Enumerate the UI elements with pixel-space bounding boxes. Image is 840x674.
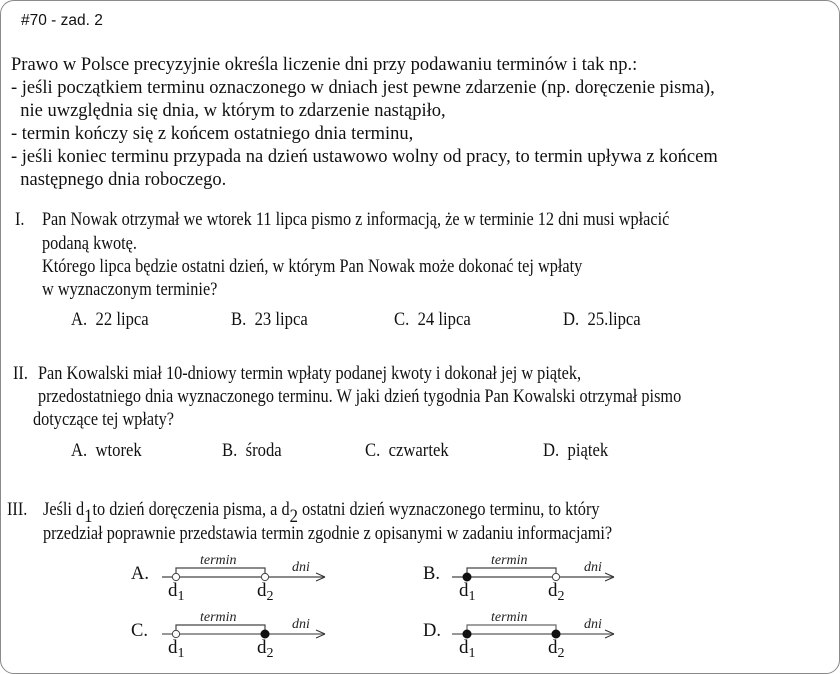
q3-option-d-letter[interactable]: D. — [423, 621, 441, 641]
q1-option-b[interactable]: B. 23 lipca — [231, 310, 308, 330]
question-1-line: podaną kwotę. — [42, 234, 137, 254]
question-3-number: III. — [7, 500, 28, 520]
axis-label: dni — [292, 560, 310, 575]
intro-line: następnego dnia roboczego. — [11, 170, 227, 190]
end-point-label: $d_2$ — [548, 637, 565, 661]
axis-label: dni — [292, 617, 310, 632]
question-1-number: I. — [15, 210, 25, 230]
start-point-label: $d_1$ — [168, 580, 185, 604]
task-title: #70 - zad. 2 — [21, 12, 103, 29]
question-3-line: przedział poprawnie przedstawia termin zgodnie z opisanymi w zadaniu informacjami? — [43, 524, 613, 544]
q2-option-a[interactable]: A. wtorek — [71, 441, 142, 461]
q3-option-c-letter[interactable]: C. — [131, 621, 148, 641]
question-1-line: Pan Nowak otrzymał we wtorek 11 lipca pismo z informacją, że w terminie 12 dni musi wpłacić — [42, 210, 670, 230]
q3-option-a-letter[interactable]: A. — [131, 564, 149, 584]
question-1-line: Którego lipca będzie ostatni dzień, w którym Pan Nowak może dokonać tej wpłaty — [42, 257, 583, 277]
question-2-line: Pan Kowalski miał 10-dniowy termin wpłaty podanej kwoty i dokonał jej w piątek, — [38, 364, 582, 384]
end-point-label: $d_2$ — [257, 580, 274, 604]
start-point-label: $d_1$ — [459, 637, 476, 661]
q2-option-b[interactable]: B. środa — [222, 441, 282, 461]
intro-line: - jeśli początkiem terminu oznaczonego w dniach jest pewne zdarzenie (np. doręczenie pisma), — [11, 78, 715, 98]
axis-label: dni — [584, 560, 602, 575]
q2-option-c[interactable]: C. czwartek — [365, 441, 449, 461]
interval-label: termin — [200, 610, 237, 625]
question-2-number: II. — [13, 364, 28, 384]
question-3-line: Jeśli $d_1to$ dzień doręczenia pisma, a $d_2$ ostatni dzień wyznaczonego terminu, to który — [43, 500, 600, 527]
intro-line: - termin kończy się z końcem ostatniego dnia terminu, — [11, 124, 414, 144]
q2-option-d[interactable]: D. piątek — [543, 441, 609, 461]
q1-option-c[interactable]: C. 24 lipca — [394, 310, 471, 330]
interval-label: termin — [200, 553, 237, 568]
question-2-line: dotyczące tej wpłaty? — [33, 410, 175, 430]
q3-option-b-letter[interactable]: B. — [423, 564, 440, 584]
q1-option-d[interactable]: D. 25.lipca — [563, 310, 641, 330]
intro-line: nie uwzględnia się dnia, w którym to zdarzenie nastąpiło, — [11, 101, 446, 121]
intro-line: - jeśli koniec terminu przypada na dzień ustawowo wolny od pracy, to termin upływa z końcem — [11, 147, 718, 167]
question-1-line: w wyznaczonym terminie? — [42, 280, 218, 300]
start-point-label: $d_1$ — [459, 580, 476, 604]
intro-line: Prawo w Polsce precyzyjnie określa liczenie dni przy podawaniu terminów i tak np.: — [11, 55, 638, 75]
end-point-label: $d_2$ — [548, 580, 565, 604]
question-2-line: przedostatniego dnia wyznaczonego terminu. W jaki dzień tygodnia Pan Kowalski otrzymał pismo — [38, 387, 682, 407]
start-point-label: $d_1$ — [168, 637, 185, 661]
q1-option-a[interactable]: A. 22 lipca — [71, 310, 149, 330]
interval-label: termin — [491, 553, 528, 568]
end-point-label: $d_2$ — [257, 637, 274, 661]
axis-label: dni — [584, 617, 602, 632]
interval-label: termin — [491, 610, 528, 625]
